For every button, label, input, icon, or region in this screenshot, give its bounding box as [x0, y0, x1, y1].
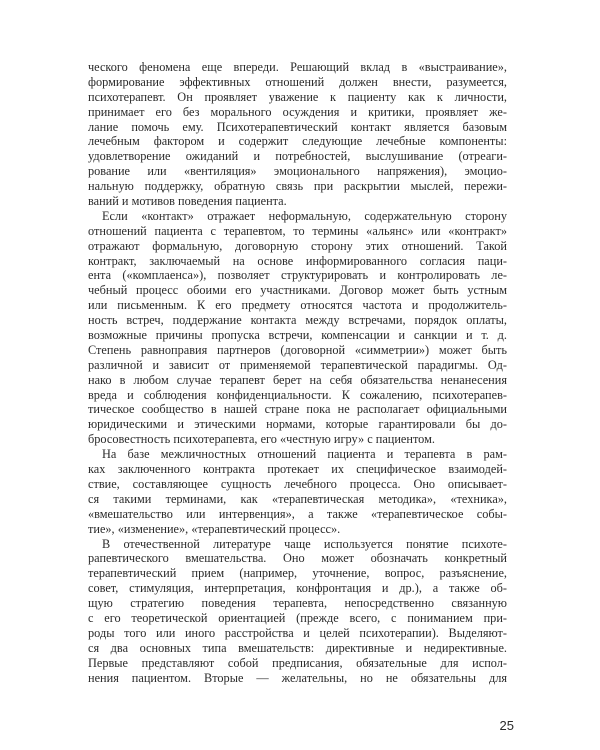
text-line: ность встреч, поддержание контакта между встречами, порядок оплаты, — [88, 313, 507, 328]
text-line: ваний и мотивов поведения пациента. — [88, 194, 287, 209]
text-line: формирование эффективных отношений должен внести, разумеется, — [88, 74, 507, 89]
text-line: ствие, составляющее сущность лечебного процесса. Оно описывает- — [88, 476, 507, 491]
text-line: щую стратегию поведения терапевта, непосредственно связанную — [88, 596, 507, 611]
text-line: роды того или иного расстройства и целей психотерапии). Выделяют- — [88, 625, 507, 640]
text-line: лание помочь ему. Психотерапевтический контакт является базовым — [88, 119, 507, 134]
text-line: нако в любом случае терапевт берет на себя обязательства ненанесения — [88, 372, 507, 387]
text-line: «вмешательство или интервенция», а также «терапевтическое собы- — [88, 506, 507, 521]
text-line: рапевтического вмешательства. Оно может обозначать конкретный — [88, 551, 507, 566]
text-line: различной и зависит от применяемой терапевтической парадигмы. Од- — [88, 357, 507, 372]
text-line: Первые представляют собой предписания, обязательные для испол- — [88, 655, 507, 670]
page-number: 25 — [499, 718, 514, 733]
text-line: с его теоретической ориентацией (прежде всего, с пониманием при- — [88, 610, 507, 625]
text-line: лечебным фактором и содержит следующие лечебные компоненты: — [88, 134, 507, 149]
text-line: ках заключенного контракта протекает их специфическое взаимодей- — [88, 462, 507, 477]
text-line: контракт, заключаемый на основе информированного согласия паци- — [88, 253, 507, 268]
text-line: психотерапевт. Он проявляет уважение к пациенту как к личности, — [88, 89, 507, 104]
text-line: тие», «изменение», «терапевтический процесс». — [88, 521, 341, 536]
text-line: ся такими терминами, как «терапевтическая методика», «техника», — [88, 491, 507, 506]
body-text — [88, 60, 507, 685]
text-line: тическое сообщество в нашей стране пока не располагает официальными — [88, 402, 507, 417]
text-line: принимает его без морального осуждения и критики, проявляет же- — [88, 104, 507, 119]
text-line: совет, стимуляция, интерпретация, конфронтация и др.), а также об- — [88, 581, 507, 596]
text-line: На базе межличностных отношений пациента и терапевта в рам- — [102, 447, 507, 462]
text-line: нальную поддержку, обратную связь при раскрытии мыслей, пережи- — [88, 179, 507, 194]
text-line: Если «контакт» отражает неформальную, содержательную сторону — [102, 208, 507, 223]
text-line: вреда и соблюдения конфиденциальности. К сожалению, психотерапев- — [88, 387, 507, 402]
text-line: юридическими и этическими нормами, которые гарантировали бы до- — [88, 417, 507, 432]
text-line: отношений пациента с терапевтом, то термины «альянс» или «контракт» — [88, 223, 507, 238]
text-line: ся два основных типа вмешательств: директивные и недирективные. — [88, 640, 507, 655]
text-line: бросовестность психотерапевта, его «честную игру» с пациентом. — [88, 432, 435, 447]
text-line: Степень равноправия партнеров (договорной «симметрии») может быть — [88, 342, 507, 357]
text-line: отражают формальную, договорную сторону этих отношений. Такой — [88, 238, 507, 253]
text-line: ческого феномена еще впереди. Решающий вклад в «выстраивание», — [88, 60, 507, 74]
text-line: ента («комплаенса»), позволяет структурировать и контролировать ле- — [88, 268, 507, 283]
text-line: рование или «вентиляция» эмоционального напряжения), эмоцио- — [88, 164, 507, 179]
text-line: возможные причины пропуска встречи, компенсации и санкции и т. д. — [88, 328, 507, 343]
text-line: терапевтический прием (например, уточнение, вопрос, разъяснение, — [88, 566, 507, 581]
text-line: В отечественной литературе чаще используется понятие психоте- — [102, 536, 507, 551]
text-line: или письменным. К его предмету относятся частота и продолжитель- — [88, 298, 507, 313]
text-line: нения пациентом. Вторые — желательны, но не обязательны для — [88, 670, 507, 685]
text-line: чебный процесс обоими его участниками. Договор может быть устным — [88, 283, 507, 298]
text-line: удовлетворение ожиданий и потребностей, выслушивание (отреаги- — [88, 149, 507, 164]
